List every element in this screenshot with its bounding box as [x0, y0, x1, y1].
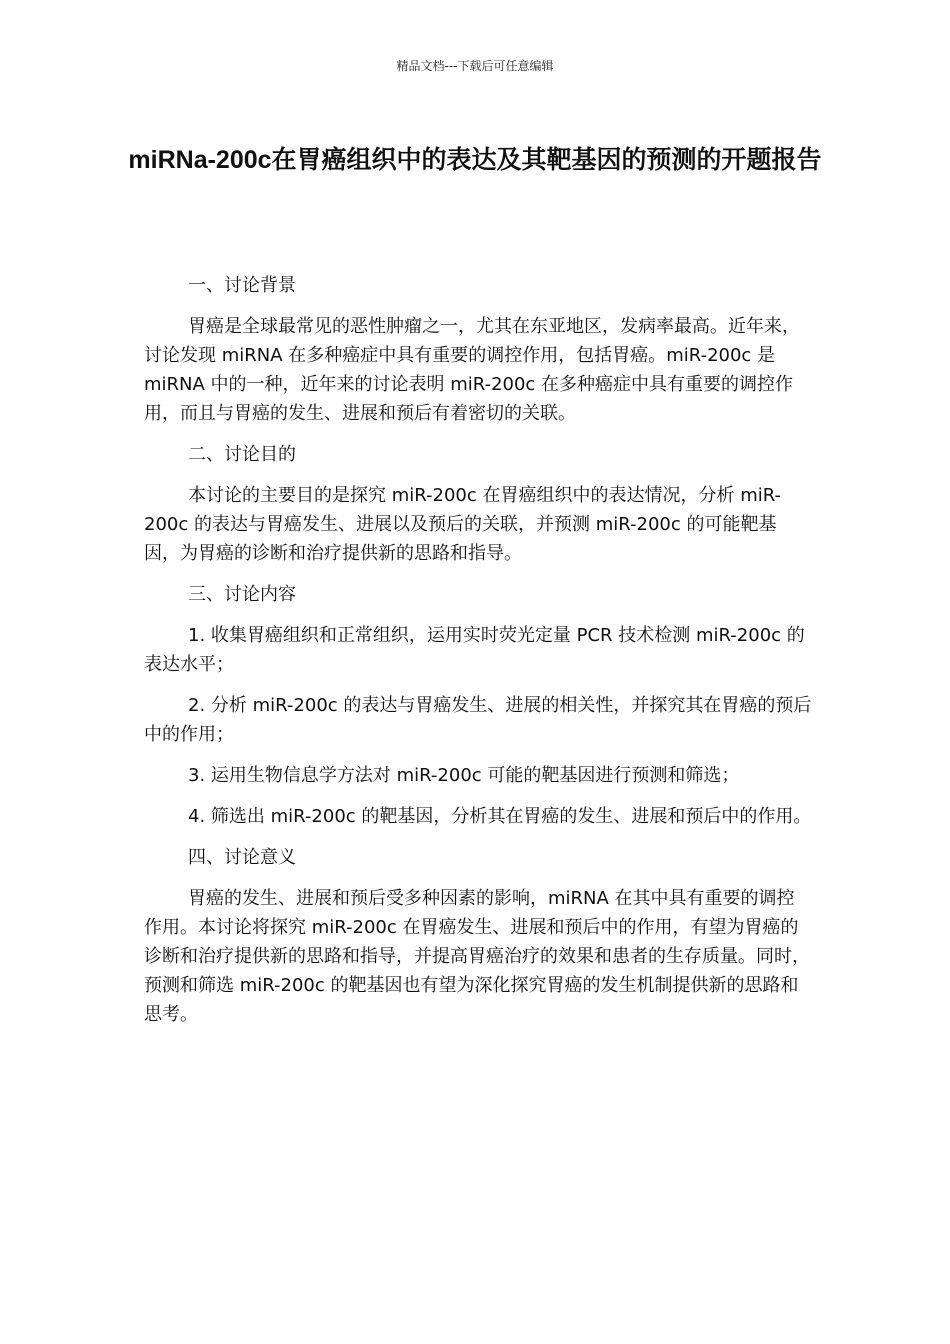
list-item-content-2: 2. 分析 miR-200c 的表达与胃癌发生、进展的相关性，并探究其在胃癌的预后中的作用； — [144, 695, 812, 745]
list-item-content-1: 1. 收集胃癌组织和正常组织，运用实时荧光定量 PCR 技术检测 miR-200c 的表达水平； — [144, 625, 805, 675]
page-title: miRNa-200c在胃癌组织中的表达及其靶基因的预测的开题报告 — [128, 146, 822, 174]
document-body — [144, 271, 812, 1041]
section-heading-content: 三、讨论内容 — [188, 584, 296, 605]
list-item-content-4: 4. 筛选出 miR-200c 的靶基因，分析其在胃癌的发生、进展和预后中的作用。 — [188, 806, 812, 827]
section-heading-significance: 四、讨论意义 — [188, 847, 296, 868]
section-heading-background: 一、讨论背景 — [188, 275, 296, 296]
paragraph-background: 胃癌是全球最常见的恶性肿瘤之一，尤其在东亚地区，发病率最高。近年来，讨论发现 miRNA 在多种癌症中具有重要的调控作用，包括胃癌。miR-200c 是 miRNA 中的一种，近年来的讨论表明 miR-200c 在多种癌症中具有重要的调控作用，而且与胃癌的发生、进展和预后有着密切的关联。 — [144, 316, 800, 424]
header-note: 精品文档---下载后可任意编辑 — [396, 59, 554, 73]
section-heading-purpose: 二、讨论目的 — [188, 444, 296, 465]
paragraph-purpose: 本讨论的主要目的是探究 miR-200c 在胃癌组织中的表达情况，分析 miR-200c 的表达与胃癌发生、进展以及预后的关联，并预测 miR-200c 的可能靶基因，为胃癌的诊断和治疗提供新的思路和指导。 — [144, 485, 782, 564]
list-item-content-3: 3. 运用生物信息学方法对 miR-200c 可能的靶基因进行预测和筛选； — [188, 765, 740, 786]
paragraph-significance: 胃癌的发生、进展和预后受多种因素的影响，miRNA 在其中具有重要的调控作用。本讨论将探究 miR-200c 在胃癌发生、进展和预后中的作用，有望为胃癌的诊断和治疗提供新的思路和指导，并提高胃癌治疗的效果和患者的生存质量。同时，预测和筛选 miR-200c 的靶基因也有望为深化探究胃癌的发生机制提供新的思路和思考。 — [144, 888, 810, 1025]
